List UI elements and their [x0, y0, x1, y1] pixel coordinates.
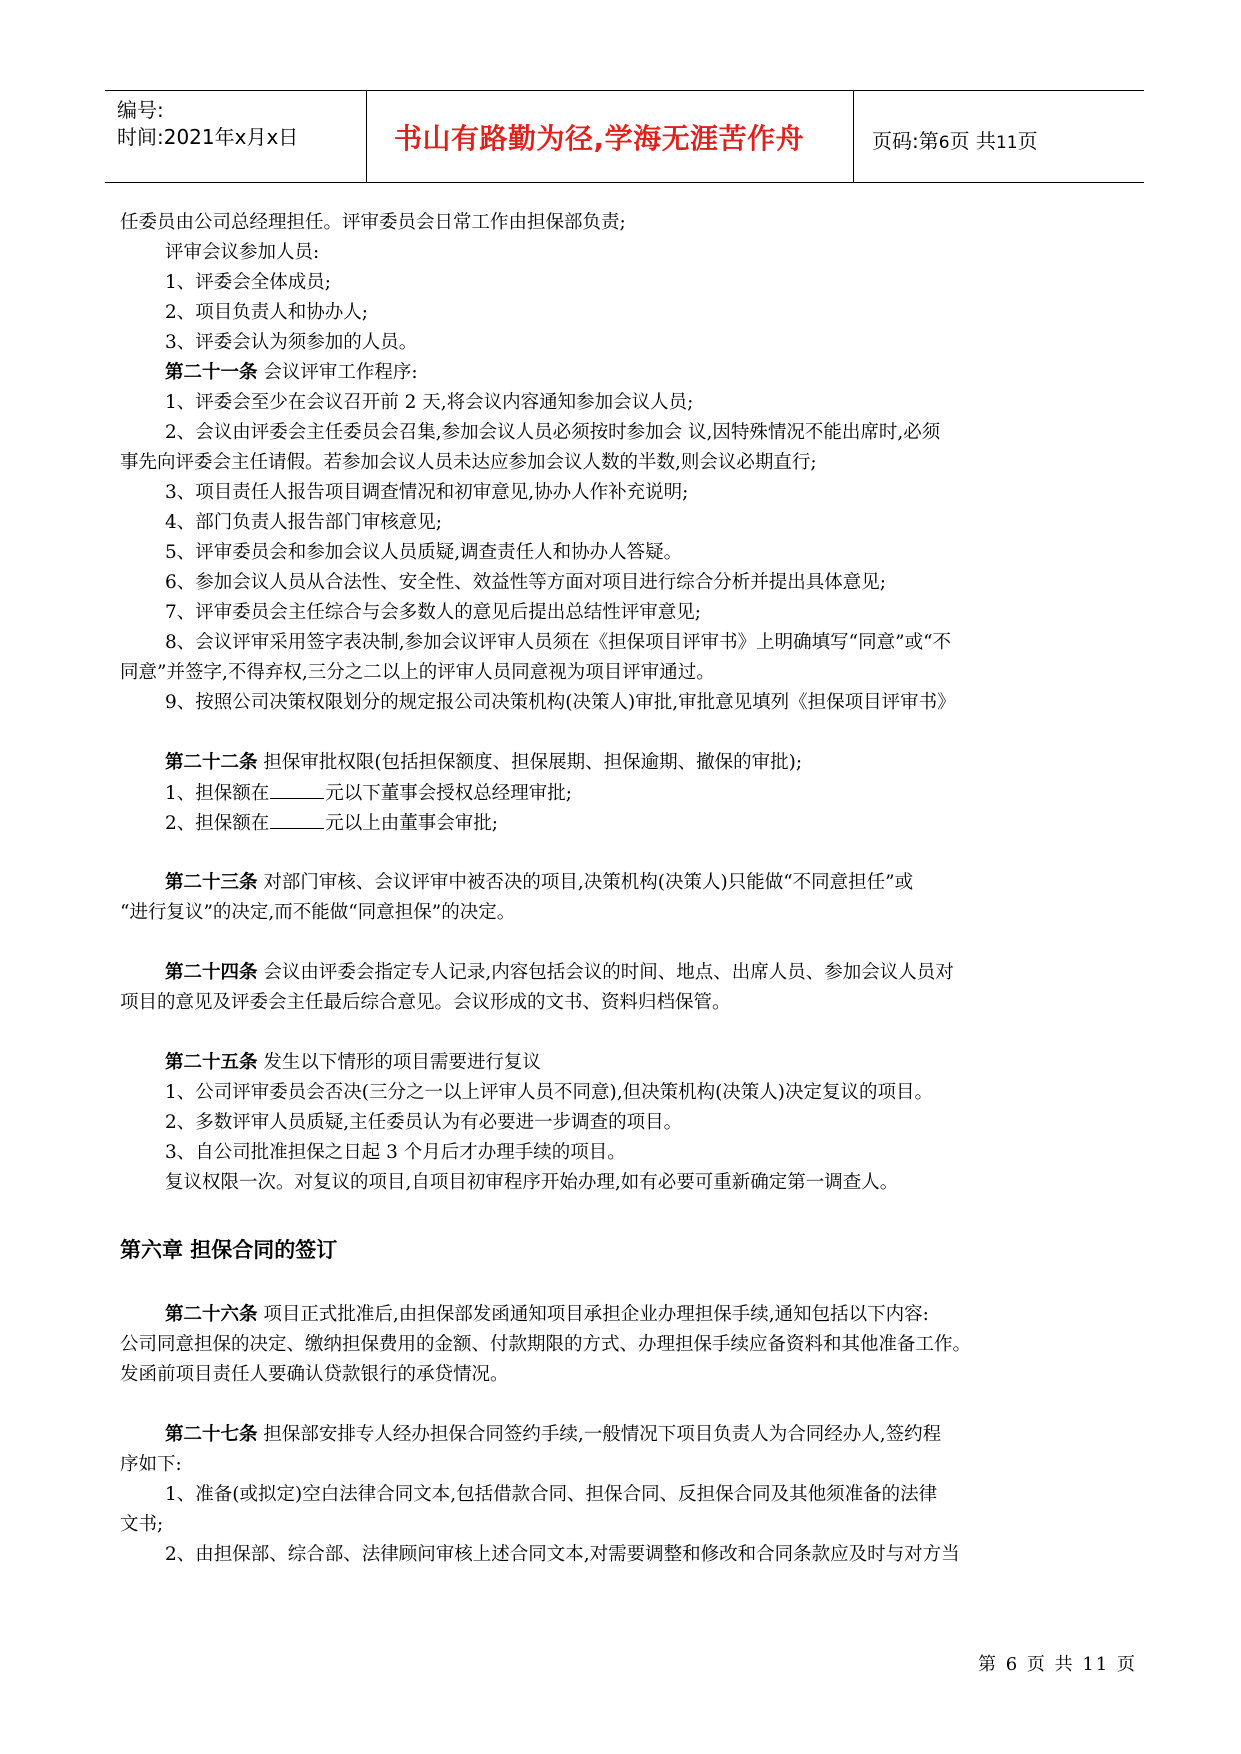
header-divider-left	[366, 91, 367, 183]
article-title: 第二十二条	[165, 752, 258, 773]
text-line: 3、评委会认为须参加的人员。	[165, 332, 418, 353]
text-line: 复议权限一次。对复议的项目,自项目初审程序开始办理,如有必要可重新确定第一调查人。	[165, 1172, 899, 1193]
article-title: 第二十三条	[165, 872, 258, 893]
fill-blank	[270, 814, 324, 829]
text-line: 6、参加会议人员从合法性、安全性、效益性等方面对项目进行综合分析并提出具体意见;	[165, 572, 887, 593]
text-line: 任委员由公司总经理担任。评审委员会日常工作由担保部负责;	[120, 212, 626, 233]
text-line: 1、准备(或拟定)空白法律合同文本,包括借款合同、担保合同、反担保合同及其他须准备的法律	[165, 1484, 938, 1505]
text-line: 4、部门负责人报告部门审核意见;	[165, 512, 443, 533]
text-line: 1、担保额在 元以下董事会授权总经理审批;	[165, 783, 573, 804]
header-top-rule	[105, 90, 1144, 91]
article-27: 第二十七条 担保部安排专人经办担保合同签约手续,一般情况下项目负责人为合同经办人,签约程	[165, 1424, 942, 1445]
article-title: 第二十一条	[165, 362, 258, 383]
text-line: 评审会议参加人员:	[165, 242, 320, 263]
text-line: 事先向评委会主任请假。若参加会议人员未达应参加会议人数的半数,则会议必期直行;	[120, 452, 817, 473]
article-25: 第二十五条 发生以下情形的项目需要进行复议	[165, 1052, 541, 1073]
text-line: 公司同意担保的决定、缴纳担保费用的金额、付款期限的方式、办理担保手续应备资料和其他准备工作。	[120, 1334, 972, 1355]
text-line: 8、会议评审采用签字表决制,参加会议评审人员须在《担保项目评审书》上明确填写“同意”或“不	[165, 632, 952, 653]
text-line: 发函前项目责任人要确认贷款银行的承贷情况。	[120, 1364, 509, 1385]
header-page-number: 页码:第6页 共11页	[872, 129, 1038, 153]
article-title: 第二十四条	[165, 962, 258, 983]
header-motto: 书山有路勤为径,学海无涯苦作舟	[394, 122, 805, 155]
text-line: 序如下:	[120, 1454, 182, 1475]
article-22: 第二十二条 担保审批权限(包括担保额度、担保展期、担保逾期、撤保的审批);	[165, 752, 803, 773]
chapter-heading: 第六章 担保合同的签订	[120, 1238, 338, 1262]
article-title: 第二十七条	[165, 1424, 258, 1445]
article-26: 第二十六条 项目正式批准后,由担保部发函通知项目承担企业办理担保手续,通知包括以下内容:	[165, 1304, 929, 1325]
header-time-label: 时间:2021年x月x日	[117, 125, 299, 149]
text-line: 7、评审委员会主任综合与会多数人的意见后提出总结性评审意见;	[165, 602, 702, 623]
article-title: 第二十五条	[165, 1052, 258, 1073]
header-bottom-rule	[105, 182, 1144, 183]
text-line: 9、按照公司决策权限划分的规定报公司决策机构(决策人)审批,审批意见填列《担保项目评审书》	[165, 692, 956, 713]
text-line: 3、项目责任人报告项目调查情况和初审意见,协办人作补充说明;	[165, 482, 689, 503]
article-23: 第二十三条 对部门审核、会议评审中被否决的项目,决策机构(决策人)只能做“不同意担任”或	[165, 872, 914, 893]
text-line: 同意”并签字,不得弃权,三分之二以上的评审人员同意视为项目评审通过。	[120, 662, 715, 683]
text-line: 2、多数评审人员质疑,主任委员认为有必要进一步调查的项目。	[165, 1112, 683, 1133]
text-line: 1、公司评审委员会否决(三分之一以上评审人员不同意),但决策机构(决策人)决定复议的项目。	[165, 1082, 934, 1103]
text-line: 3、自公司批准担保之日起 3 个月后才办理手续的项目。	[165, 1142, 626, 1163]
text-line: 1、评委会全体成员;	[165, 272, 332, 293]
article-24: 第二十四条 会议由评委会指定专人记录,内容包括会议的时间、地点、出席人员、参加会议人员对	[165, 962, 954, 983]
header-number-label: 编号:	[117, 98, 164, 122]
text-line: 1、评委会至少在会议召开前 2 天,将会议内容通知参加会议人员;	[165, 392, 694, 413]
text-line: 项目的意见及评委会主任最后综合意见。会议形成的文书、资料归档保管。	[120, 992, 731, 1013]
text-line: 2、担保额在 元以上由董事会审批;	[165, 813, 499, 834]
text-line: 2、项目负责人和协办人;	[165, 302, 369, 323]
text-line: 文书;	[120, 1514, 164, 1535]
text-line: “进行复议”的决定,而不能做“同意担保”的决定。	[120, 902, 516, 923]
text-line: 2、会议由评委会主任委员会召集,参加会议人员必须按时参加会 议,因特殊情况不能出席时,必须	[165, 422, 941, 443]
header-divider-right	[853, 91, 854, 183]
footer-page-number: 第 6 页 共 11 页	[978, 1654, 1137, 1675]
article-title: 第二十六条	[165, 1304, 258, 1325]
article-21: 第二十一条 会议评审工作程序:	[165, 362, 418, 383]
text-line: 2、由担保部、综合部、法律顾问审核上述合同文本,对需要调整和修改和合同条款应及时与对方当	[165, 1544, 960, 1565]
text-line: 5、评审委员会和参加会议人员质疑,调查责任人和协办人答疑。	[165, 542, 683, 563]
fill-blank	[270, 784, 324, 799]
